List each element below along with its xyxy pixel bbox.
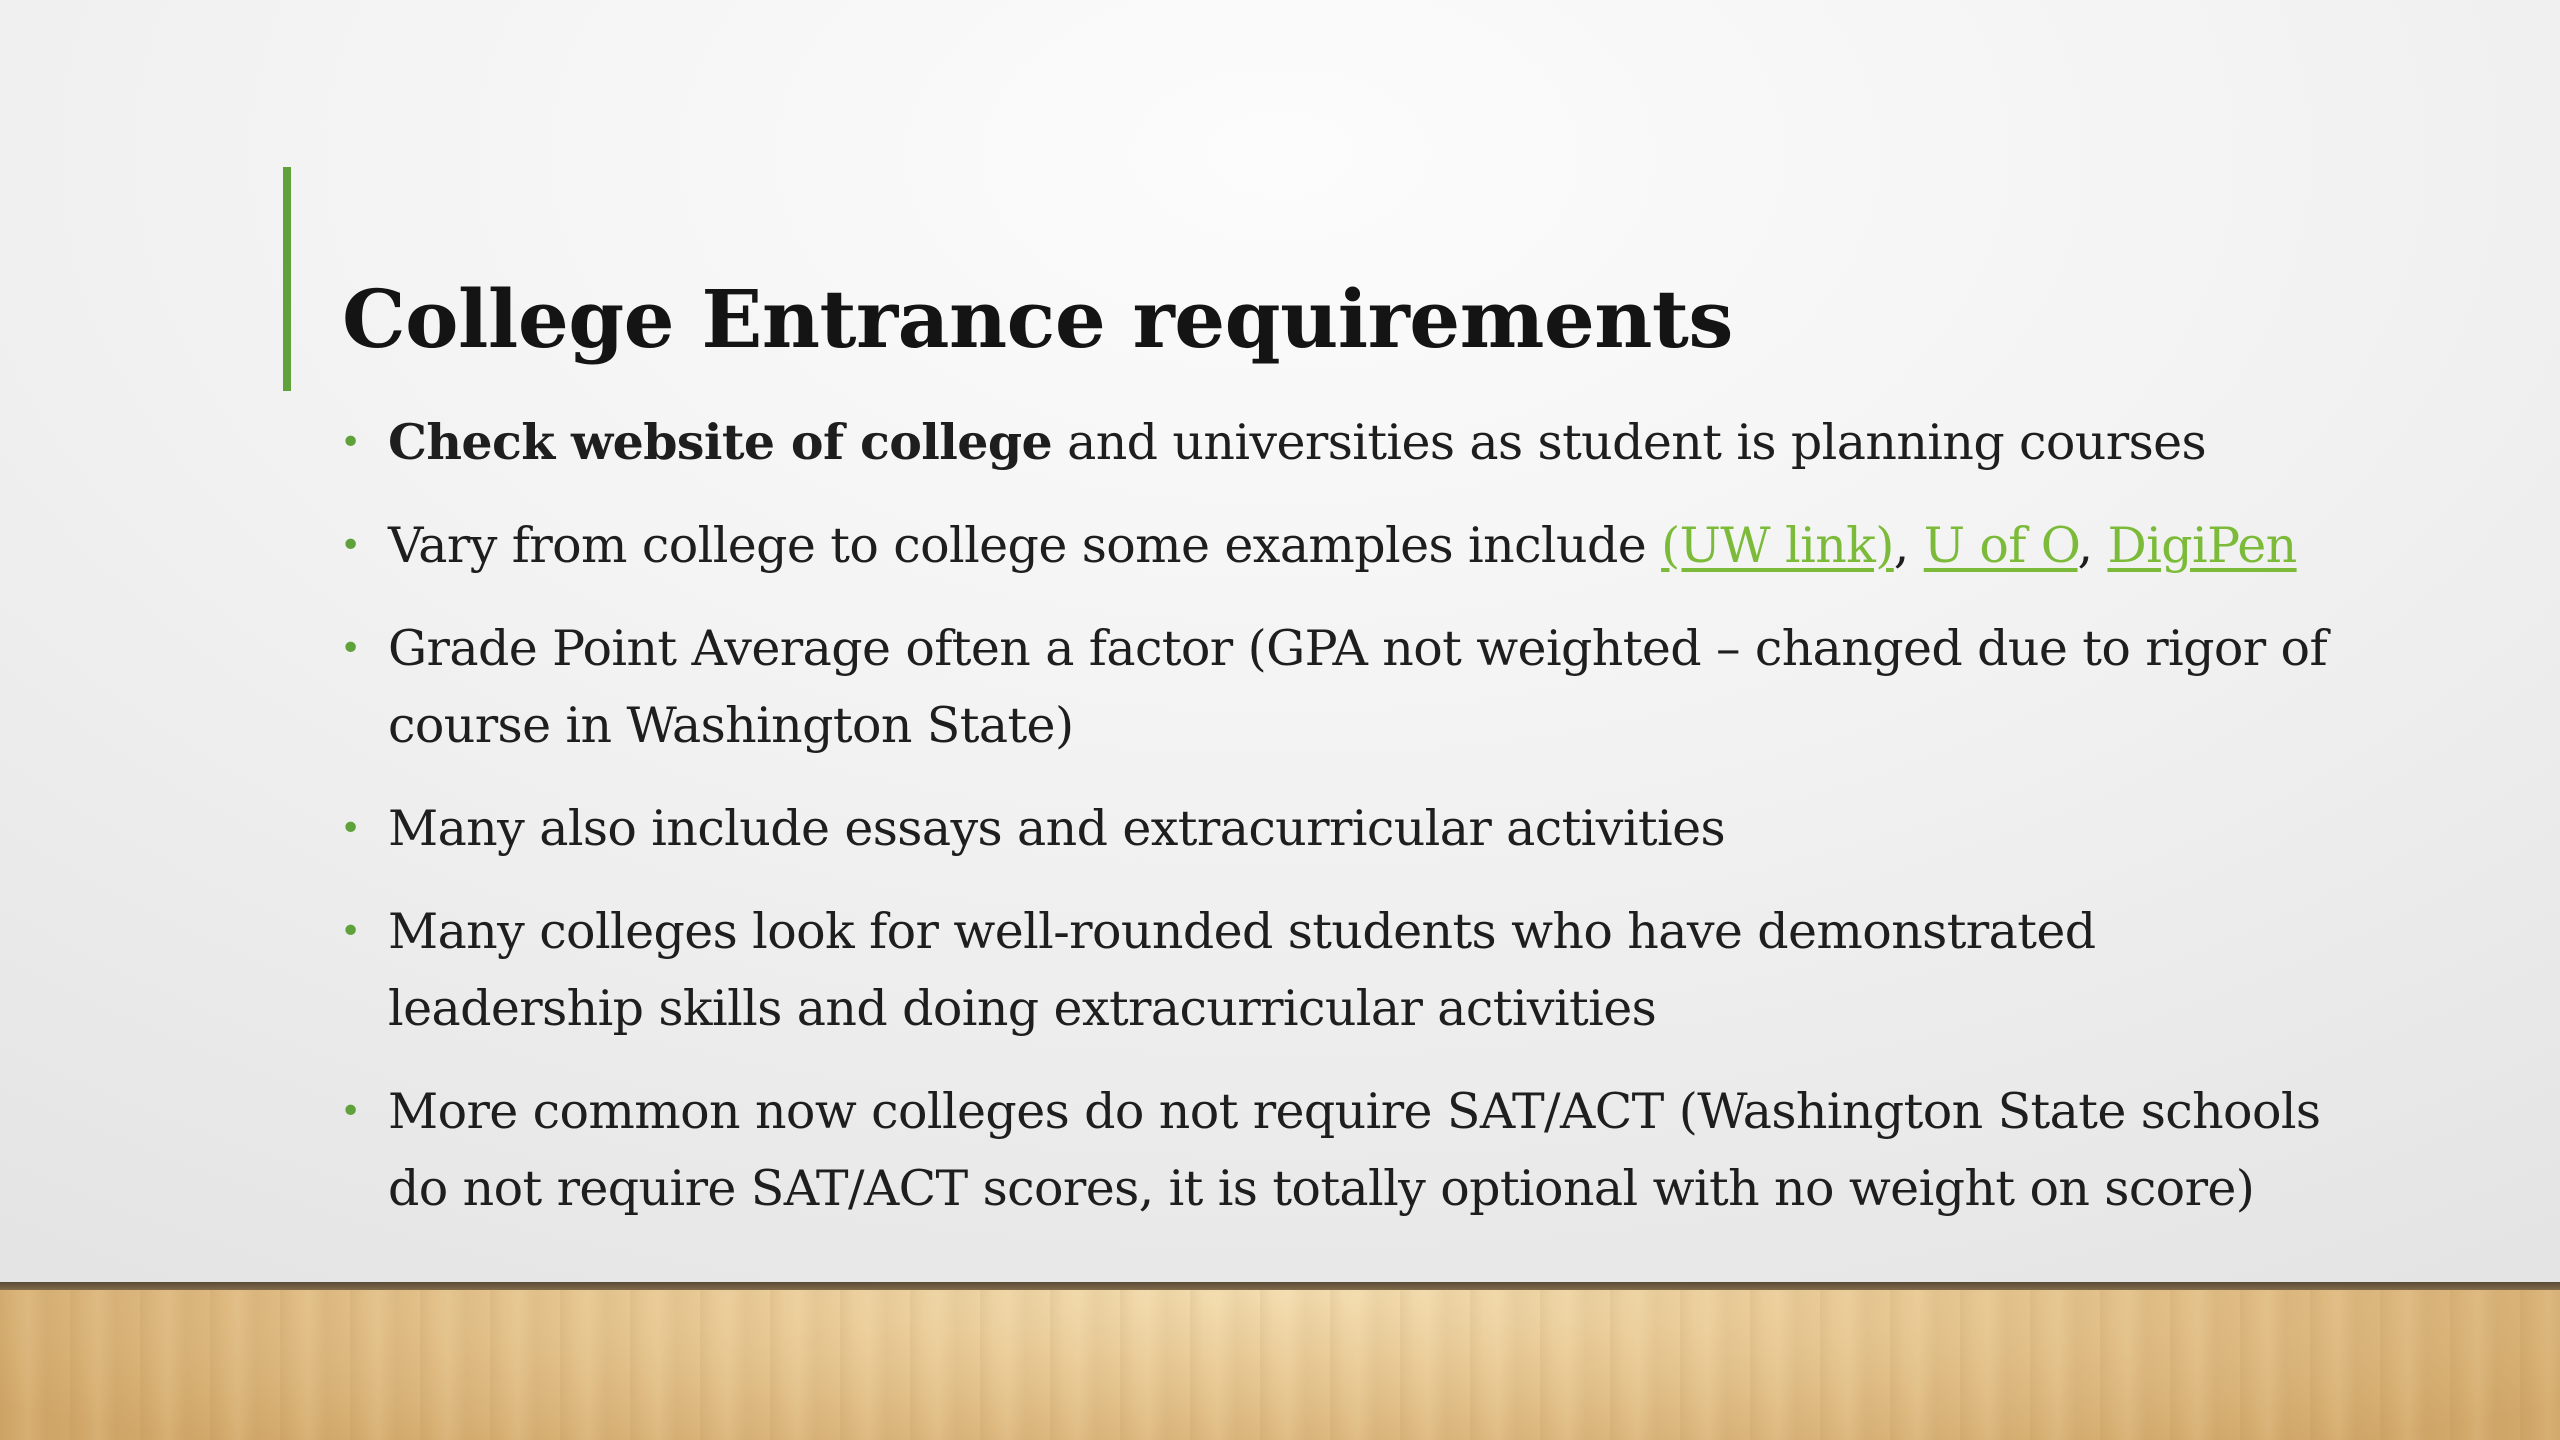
bullet-text: Vary from college to college some examples include [388, 517, 1662, 574]
digipen-link[interactable]: DigiPen [2107, 517, 2297, 574]
bullet-list [340, 404, 2360, 1253]
link-separator: , [2077, 517, 2108, 574]
bullet-text: and universities as student is planning courses [1052, 414, 2207, 471]
bullet-dot-icon: • [340, 422, 361, 463]
bullet-item-college-examples [340, 507, 2360, 584]
bullet-item-essays [340, 790, 2360, 867]
bullet-dot-icon: • [340, 525, 361, 566]
bullet-dot-icon: • [340, 808, 361, 849]
bullet-bold-text: Check website of college [388, 413, 1053, 471]
bullet-item-sat-act [340, 1073, 2360, 1227]
slide-title: College Entrance requirements [342, 272, 1733, 366]
bullet-dot-icon: • [340, 911, 361, 952]
wood-floor-background [0, 1290, 2560, 1440]
bullet-dot-icon: • [340, 1091, 361, 1132]
bullet-text: Many also include essays and extracurricular activities [388, 800, 1726, 857]
bullet-item-check-website [340, 404, 2360, 481]
title-accent-bar [283, 167, 291, 391]
bullet-item-gpa [340, 610, 2360, 764]
bullet-item-well-rounded [340, 893, 2360, 1047]
bullet-dot-icon: • [340, 628, 361, 669]
u-of-o-link[interactable]: U of O [1923, 517, 2078, 574]
link-separator: , [1893, 517, 1924, 574]
bullet-text: Many colleges look for well-rounded students who have demonstrated leadership skills and doing extracurricular activities [388, 903, 2096, 1037]
bullet-text: More common now colleges do not require SAT/ACT (Washington State schools do not require SAT/ACT scores, it is totally optional with no weight on score) [388, 1083, 2321, 1217]
uw-link[interactable]: (UW link) [1661, 517, 1894, 574]
bullet-text: Grade Point Average often a factor (GPA not weighted – changed due to rigor of course in Washington State) [388, 620, 2327, 754]
